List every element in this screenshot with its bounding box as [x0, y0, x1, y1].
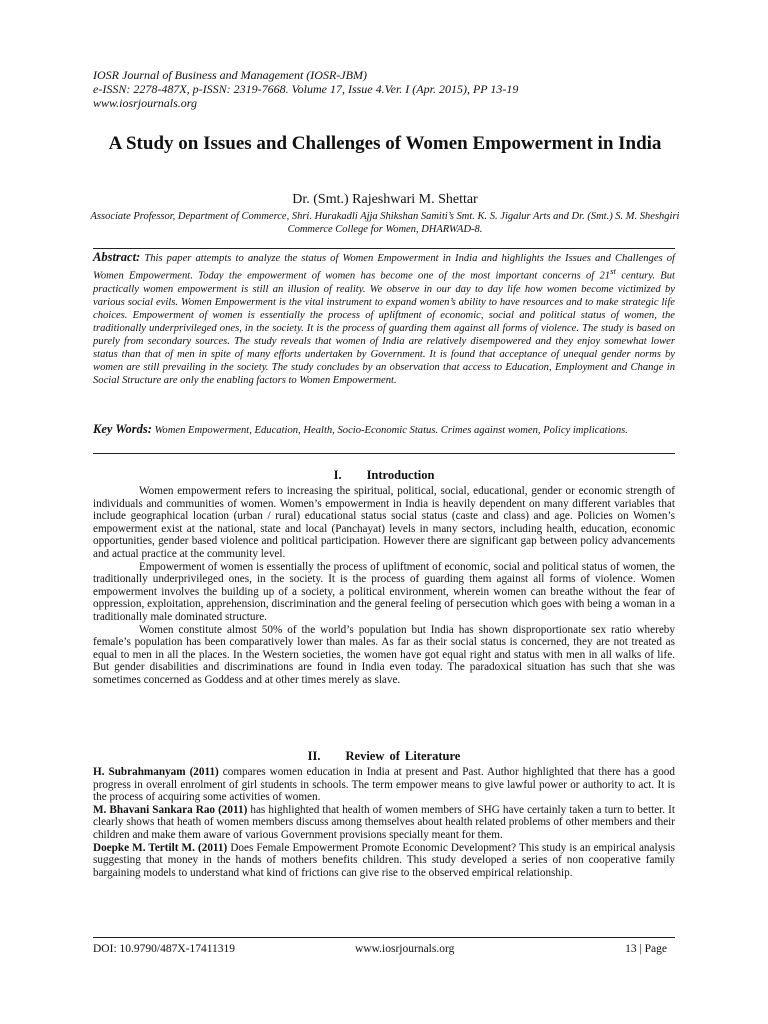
reference-text: has highlighted that health of women members of SHG have certainly taken a turn to better. It clearly shows that heath of women members discuss among themselves about health related problems of other members and their children and make them aware of various Government provisions specially meant for them. [93, 803, 675, 841]
paragraph: Women empowerment refers to increasing the spiritual, political, social, educational, gender or economic strength of individuals and communities of women. Women’s empowerment in India is heavily dependent on many different variables that include geographical location (urban / rural) educational status social status (caste and class) and age. Policies on Women’s empowerment exist at the national, state and local (Panchayat) levels in many sectors, including health, education, economic opportunities, gender based violence and political participation. However there are significant gap between policy advancements and actual practice at the community level. [93, 485, 675, 560]
abstract-label: Abstract: [93, 250, 141, 264]
reference-text: compares women education in India at present and Past. Author highlighted that there has a good progress in overall enrolment of girl students in schools. The term empower means to give lawful power or authority to act. It is the process of acquiring some activities of women. [93, 766, 675, 804]
reference-text: Does Female Empowerment Promote Economic Development? This study is an empirical analysis suggesting that money in the hands of mothers benefits children. This study developed a series of non cooperative family bargaining models to understand what kind of frictions can give rise to the observed empirical relationship. [93, 841, 675, 879]
reference-entry [93, 804, 675, 842]
footer-website: www.iosrjournals.org [355, 943, 455, 955]
review-body [93, 766, 675, 879]
paragraph: Empowerment of women is essentially the process of upliftment of economic, social and political status of women, the traditionally underprivileged ones, in the society. It is the process of guarding them against all forms of violence. Women empowerment involves the building up of a society, a political environment, wherein women can breathe without the fear of oppression, exploitation, apprehension, discrimination and the general feeling of persecution which goes with being a woman in a traditionally male dominated structure. [93, 560, 675, 623]
reference-entry [93, 766, 675, 804]
section-heading-introduction: I. Introduction [333, 468, 435, 482]
author-affiliation: Associate Professor, Department of Commerce, Shri. Hurakadli Ajja Shikshan Samiti’s Smt. K. S. Jigalur Arts and Dr. (Smt.) S. M. Sheshgiri Commerce College for Women, DHARWAD-8. [90, 211, 680, 235]
keywords [93, 423, 675, 437]
author-name: Dr. (Smt.) Rajeshwari M. Shettar [292, 192, 478, 207]
keywords-label: Key Words: [93, 422, 152, 436]
reference-entry [93, 842, 675, 880]
abstract-bottom-rule [93, 453, 675, 454]
paper-title: A Study on Issues and Challenges of Women Empowerment in India [108, 133, 662, 154]
footer-rule [93, 937, 675, 938]
reference-author: H. Subrahmanyam (2011) [93, 766, 219, 778]
journal-name: IOSR Journal of Business and Management (IOSR-JBM) [93, 68, 367, 82]
keywords-text: Women Empowerment, Education, Health, Socio-Economic Status. Crimes against women, Policy implications. [151, 425, 628, 436]
footer-page-number: 13 | Page [625, 943, 667, 955]
abstract-text-1: This paper attempts to analyze the status of Women Empowerment in India and highlights the Issues and Challenges of Women Empowerment. Today the empowerment of women has become one of the most important concerns of 21 [93, 253, 675, 282]
journal-website: www.iosrjournals.org [93, 96, 198, 110]
introduction-body [93, 485, 675, 687]
paragraph: Women constitute almost 50% of the world’s population but India has shown disproportionate sex ratio whereby female’s population has been comparatively lower than males. As far as their social status is concerned, they are not treated as equal to men in all the places. In the Western societies, the women have got equal right and status with men in all walks of life. But gender disabilities and discriminations are found in India even today. The paradoxical situation has such that she was sometimes concerned as Goddess and at other times merely as slave. [93, 623, 675, 686]
abstract-superscript: st [610, 266, 616, 277]
journal-header [93, 68, 693, 110]
abstract [93, 251, 675, 387]
reference-author: Doepke M. Tertilt M. (2011) [93, 841, 228, 854]
abstract-top-rule [93, 248, 675, 249]
section-heading-review: II. Review of Literature [307, 749, 461, 763]
reference-author: M. Bhavani Sankara Rao (2011) [93, 803, 248, 816]
footer-doi: DOI: 10.9790/487X-17411319 [93, 943, 236, 955]
journal-issn-line: e-ISSN: 2278-487X, p-ISSN: 2319-7668. Volume 17, Issue 4.Ver. I (Apr. 2015), PP 13-19 [93, 82, 519, 96]
abstract-text-2: century. But practically women empowerment is still an illusion of reality. We observe in our day to day life how women become victimized by various social evils. Women Empowerment is the vital instrument to expand women’s ability to have resources and to make strategic life choices. Empowerment of women is essentially the process of upliftment of economic, social and political status of women, the traditionally underprivileged ones, in the society. It is the process of guarding them against all forms of violence. The study is based on purely from secondary sources. The study reveals that women of India are relatively disempowered and they enjoy somewhat lower status than that of men in spite of many efforts undertaken by Government. It is found that acceptance of unequal gender norms by women are still prevailing in the society. The study concludes by an observation that access to Education, Employment and Change in Social Structure are only the enabling factors to Women Empowerment. [93, 270, 675, 387]
